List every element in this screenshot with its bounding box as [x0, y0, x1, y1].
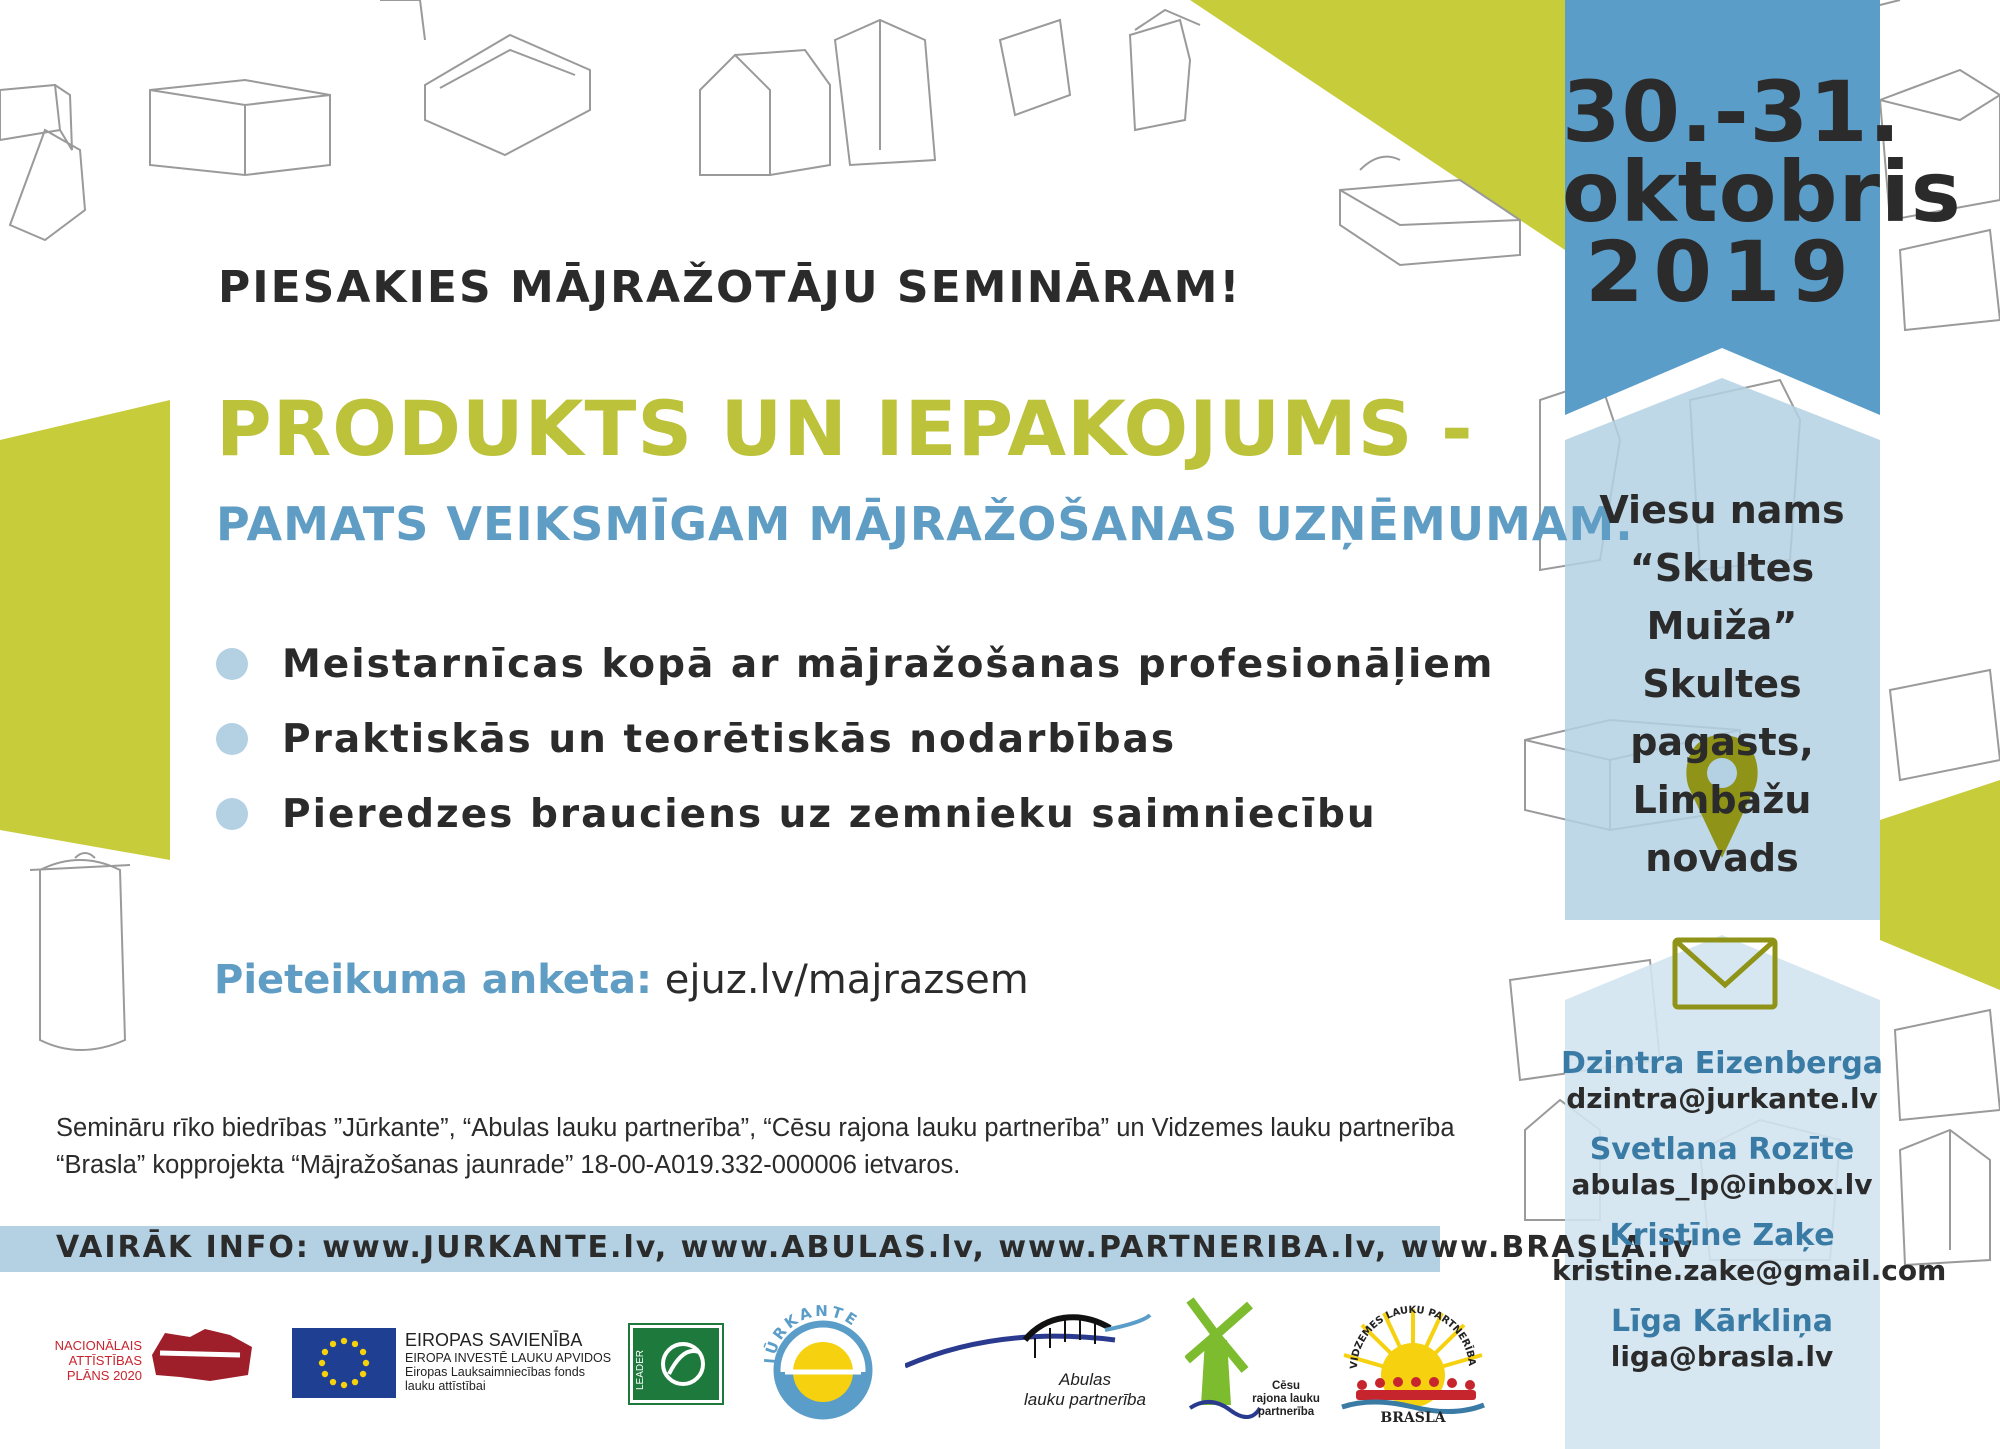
cesu-logo-line: rajona lauku — [1252, 1393, 1320, 1405]
leader-logo-text: LEADER — [635, 1349, 646, 1390]
eu-star-icon — [352, 1379, 358, 1385]
date-year: 2019 — [1585, 223, 1859, 321]
eu-star-icon — [330, 1341, 336, 1347]
title-line-2: PAMATS VEIKSMĪGAM MĀJRAŽOŠANAS UZŅĒMUMAM. — [216, 497, 1634, 551]
cesu-logo-text — [1245, 1380, 1327, 1419]
application-form — [214, 957, 1029, 1003]
eu-text-line: Eiropas Lauksaimniecības fonds — [405, 1365, 585, 1379]
latvia-map-icon — [150, 1325, 255, 1385]
event-date — [1562, 63, 1962, 321]
jurkante-logo — [755, 1300, 890, 1420]
nap-logo — [50, 1338, 142, 1383]
abulas-logo-line: Abulas — [1059, 1370, 1111, 1389]
bullet-dot-icon — [216, 798, 248, 830]
contact-name: Līga Kārkliņa — [1611, 1304, 1833, 1339]
eu-star-icon — [360, 1371, 366, 1377]
contact-email[interactable]: kristine.zake@gmail.com — [1552, 1254, 1947, 1287]
nap-logo-line: PLĀNS 2020 — [66, 1368, 142, 1383]
brasla-logo — [1322, 1295, 1504, 1425]
more-info-text[interactable]: VAIRĀK INFO: www.JURKANTE.lv, www.ABULAS.lv, www.PARTNERIBA.lv, www.BRASLA.lv — [56, 1230, 1695, 1265]
eu-flag-icon — [292, 1328, 396, 1398]
green-triangle-right — [1880, 780, 2000, 990]
bullet-item — [216, 639, 1494, 689]
contact-email[interactable]: liga@brasla.lv — [1610, 1340, 1834, 1373]
eu-star-icon — [322, 1371, 328, 1377]
eu-star-icon — [322, 1349, 328, 1355]
nap-logo-line: NACIONĀLAIS — [54, 1338, 142, 1353]
jurkante-logo-text: JŪRKANTE — [760, 1301, 863, 1365]
bullet-item — [216, 714, 1176, 764]
bullet-text: Praktiskās un teorētiskās nodarbības — [282, 716, 1177, 762]
form-label: Pieteikuma anketa: — [214, 957, 653, 1003]
nap-logo-line: ATTĪSTĪBAS — [68, 1353, 142, 1368]
contact-name: Svetlana Rozīte — [1589, 1132, 1855, 1167]
cesu-logo-line: partnerība — [1257, 1406, 1315, 1418]
venue-line: Limbažu novads — [1632, 778, 1812, 880]
leader-logo — [630, 1325, 722, 1403]
contacts — [1552, 1046, 1947, 1374]
bullet-text: Pieredzes brauciens uz zemnieku saimniecību — [282, 791, 1377, 837]
brasla-arc-text: VIDZEMES LAUKU PARTNERĪBA — [1348, 1304, 1478, 1370]
eu-text-line: EIROPAS SAVIENĪBA — [405, 1330, 583, 1350]
contact-name: Dzintra Eizenberga — [1560, 1046, 1884, 1081]
eu-star-icon — [360, 1349, 366, 1355]
contact-email[interactable]: dzintra@jurkante.lv — [1566, 1082, 1878, 1115]
venue-line: Viesu nams — [1599, 488, 1845, 532]
bullet-dot-icon — [216, 723, 248, 755]
contact-name: Kristīne Zaķe — [1609, 1218, 1835, 1253]
abulas-logo-line: lauku partnerība — [1024, 1390, 1146, 1409]
kicker-heading: PIESAKIES MĀJRAŽOTĀJU SEMINĀRAM! — [218, 262, 1242, 313]
organizer-text: Semināru rīko biedrības ”Jūrkante”, “Abulas lauku partnerība”, “Cēsu rajona lauku partnerība” un Vidzemes lauku partnerība “Brasla” kopprojekta “Mājražošanas jaunrade” 18-00-A019.332-000006 ietvaros. — [56, 1114, 1455, 1179]
title-line-1: PRODUKTS UN IEPAKOJUMS - — [216, 384, 1474, 473]
form-link[interactable]: ejuz.lv/majrazsem — [664, 957, 1029, 1003]
eu-star-icon — [319, 1360, 325, 1366]
bullet-text: Meistarnīcas kopā ar mājražošanas profesionāļiem — [282, 641, 1495, 687]
eu-star-icon — [341, 1382, 347, 1388]
eu-star-icon — [330, 1379, 336, 1385]
venue — [1562, 481, 1882, 887]
bullet-dot-icon — [216, 648, 248, 680]
eu-star-icon — [341, 1338, 347, 1344]
contact-email[interactable]: abulas_lp@inbox.lv — [1571, 1168, 1873, 1201]
venue-line: “Skultes Muiža” — [1629, 546, 1815, 648]
bullet-item — [216, 789, 1377, 839]
eu-text-line: EIROPA INVESTĒ LAUKU APVIDOS — [405, 1351, 612, 1365]
eu-logo-text — [405, 1330, 611, 1393]
date-days: 30.-31. — [1562, 63, 1902, 161]
leader-leaf-icon — [655, 1338, 711, 1390]
brasla-logo-text: BRASLA — [1380, 1410, 1446, 1425]
date-month: oktobris — [1562, 143, 1962, 241]
eu-star-icon — [363, 1360, 369, 1366]
eu-text-line: lauku attīstībai — [405, 1379, 486, 1393]
venue-line: Skultes pagasts, — [1630, 662, 1814, 764]
abulas-logo-text — [1000, 1370, 1170, 1410]
eu-star-icon — [352, 1341, 358, 1347]
cesu-logo-line: Cēsu — [1271, 1380, 1301, 1392]
green-triangle-left — [0, 400, 170, 860]
